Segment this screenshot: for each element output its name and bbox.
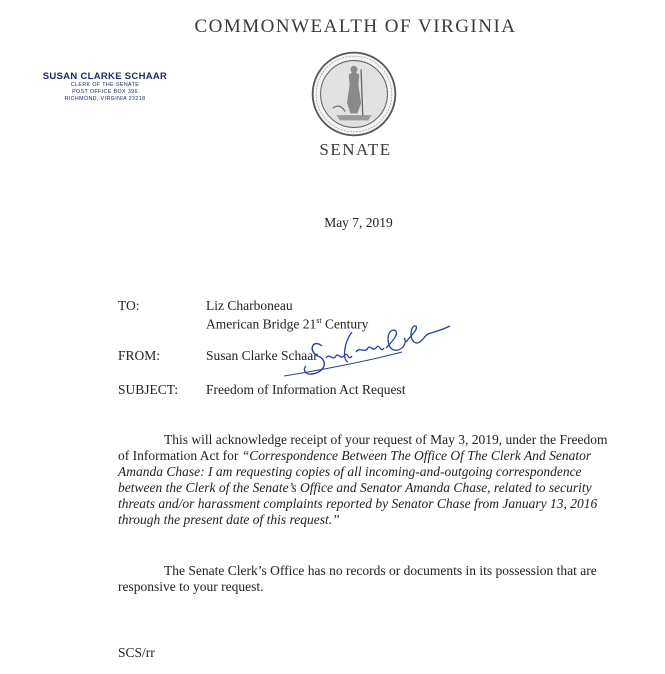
- subject-label: SUBJECT:: [118, 382, 179, 397]
- to-org-superscript: st: [316, 316, 322, 325]
- to-label: TO:: [118, 298, 140, 313]
- handwritten-signature: [282, 302, 457, 382]
- letterhead-title: COMMONWEALTH OF VIRGINIA: [194, 16, 517, 37]
- to-name: Liz Charboneau: [206, 298, 293, 313]
- subject-text: Freedom of Information Act Request: [206, 382, 406, 397]
- virginia-seal-icon: [310, 50, 398, 138]
- quoted-request: “Correspondence Between The Office Of The Clerk And Senator Amanda Chase: I am requesting copies of all incoming-and-outgoing correspondence between the Clerk of the Senate’s Office and Senator Amanda Chase, related to security threats and/or harassment complaints reported by Senator Chase from January 13, 2016 through the present date of this request.”: [118, 448, 598, 527]
- to-org-suffix: Century: [321, 316, 369, 332]
- to-organization: [206, 316, 368, 333]
- sender-name: SUSAN CLARKE SCHAAR: [42, 71, 168, 82]
- letterhead-chamber: SENATE: [319, 140, 392, 159]
- sender-block: [30, 71, 180, 103]
- sender-line: POST OFFICE BOX 396: [72, 89, 138, 95]
- body-paragraph-1-text: This will acknowledge receipt of your request of May 3, 2019, under the Freedom of Information Act for: [118, 432, 608, 463]
- to-org-name: American Bridge 21: [206, 316, 317, 332]
- from-name: Susan Clarke Schaar: [206, 348, 318, 363]
- sender-line: CLERK OF THE SENATE: [70, 82, 140, 88]
- from-label: FROM:: [118, 348, 161, 363]
- reference-initials: SCS/rr: [118, 645, 155, 660]
- body-paragraph-1: [118, 432, 618, 528]
- body-paragraph-2: The Senate Clerk’s Office has no records or documents in its possession that are responsive to your request.: [118, 563, 597, 594]
- letter-date: May 7, 2019: [324, 215, 393, 230]
- sender-line: RICHMOND, VIRGINIA 23218: [64, 96, 146, 102]
